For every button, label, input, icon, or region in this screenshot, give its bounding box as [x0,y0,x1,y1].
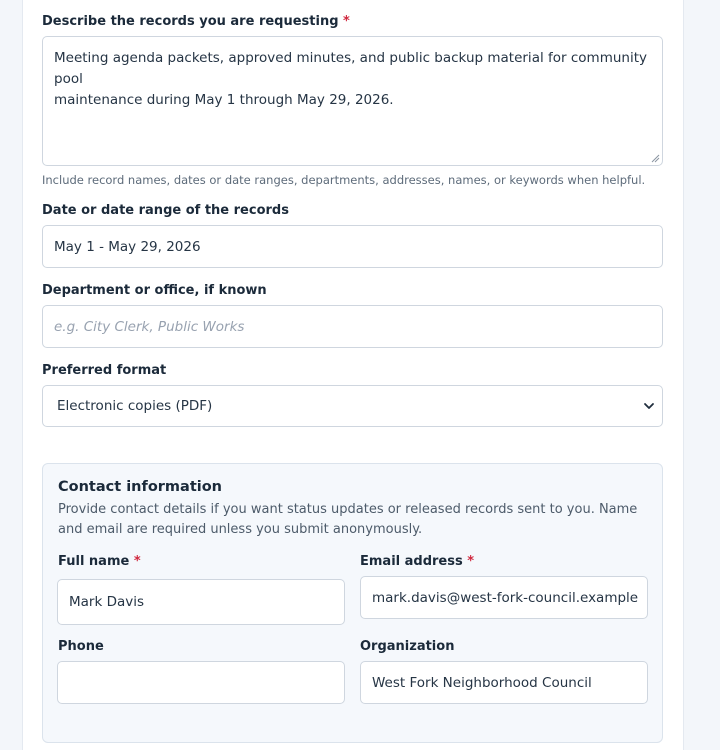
required-marker: * [467,554,475,569]
records-text-line-1: Meeting agenda packets, approved minutes, and public backup material for community pool [54,50,647,87]
contact-title: Contact information [58,479,223,495]
department-placeholder: e.g. City Clerk, Public Works [54,318,245,335]
email-label-text: Email address [360,554,463,569]
records-text-line-2: maintenance during May 1 through May 29, 2026. [54,92,394,108]
chevron-down-icon [643,400,655,412]
full-name-label-text: Full name [58,554,130,569]
department-input[interactable] [42,305,663,348]
records-help-text: Include record names, dates or date ranges, departments, addresses, names, or keywords when helpful. [42,173,646,187]
date-range-label: Date or date range of the records [42,203,289,218]
records-label-text: Describe the records you are requesting [42,14,339,29]
department-label: Department or office, if known [42,283,267,298]
resize-handle-icon[interactable] [650,153,660,163]
full-name-input[interactable] [57,579,345,625]
full-name-label [58,554,141,569]
organization-value: West Fork Neighborhood Council [372,674,592,691]
organization-input[interactable] [360,661,648,704]
required-marker: * [133,554,141,569]
contact-description: Provide contact details if you want status updates or released records sent to you. Name and email are required unless you submit anonymously. [58,502,638,537]
date-range-value: May 1 - May 29, 2026 [54,238,201,255]
email-value: mark.davis@west-fork-council.example [372,589,639,606]
format-label: Preferred format [42,363,167,378]
phone-input[interactable] [57,661,345,704]
full-name-value: Mark Davis [69,594,145,610]
records-description-textarea[interactable] [42,36,663,166]
phone-label: Phone [58,639,104,654]
format-selected-value: Electronic copies (PDF) [57,398,213,414]
format-select[interactable] [42,385,663,427]
date-range-input[interactable] [42,225,663,268]
records-label [42,14,350,29]
email-label [360,554,474,569]
required-marker: * [343,14,350,29]
organization-label: Organization [360,639,455,654]
email-input[interactable] [360,576,648,619]
